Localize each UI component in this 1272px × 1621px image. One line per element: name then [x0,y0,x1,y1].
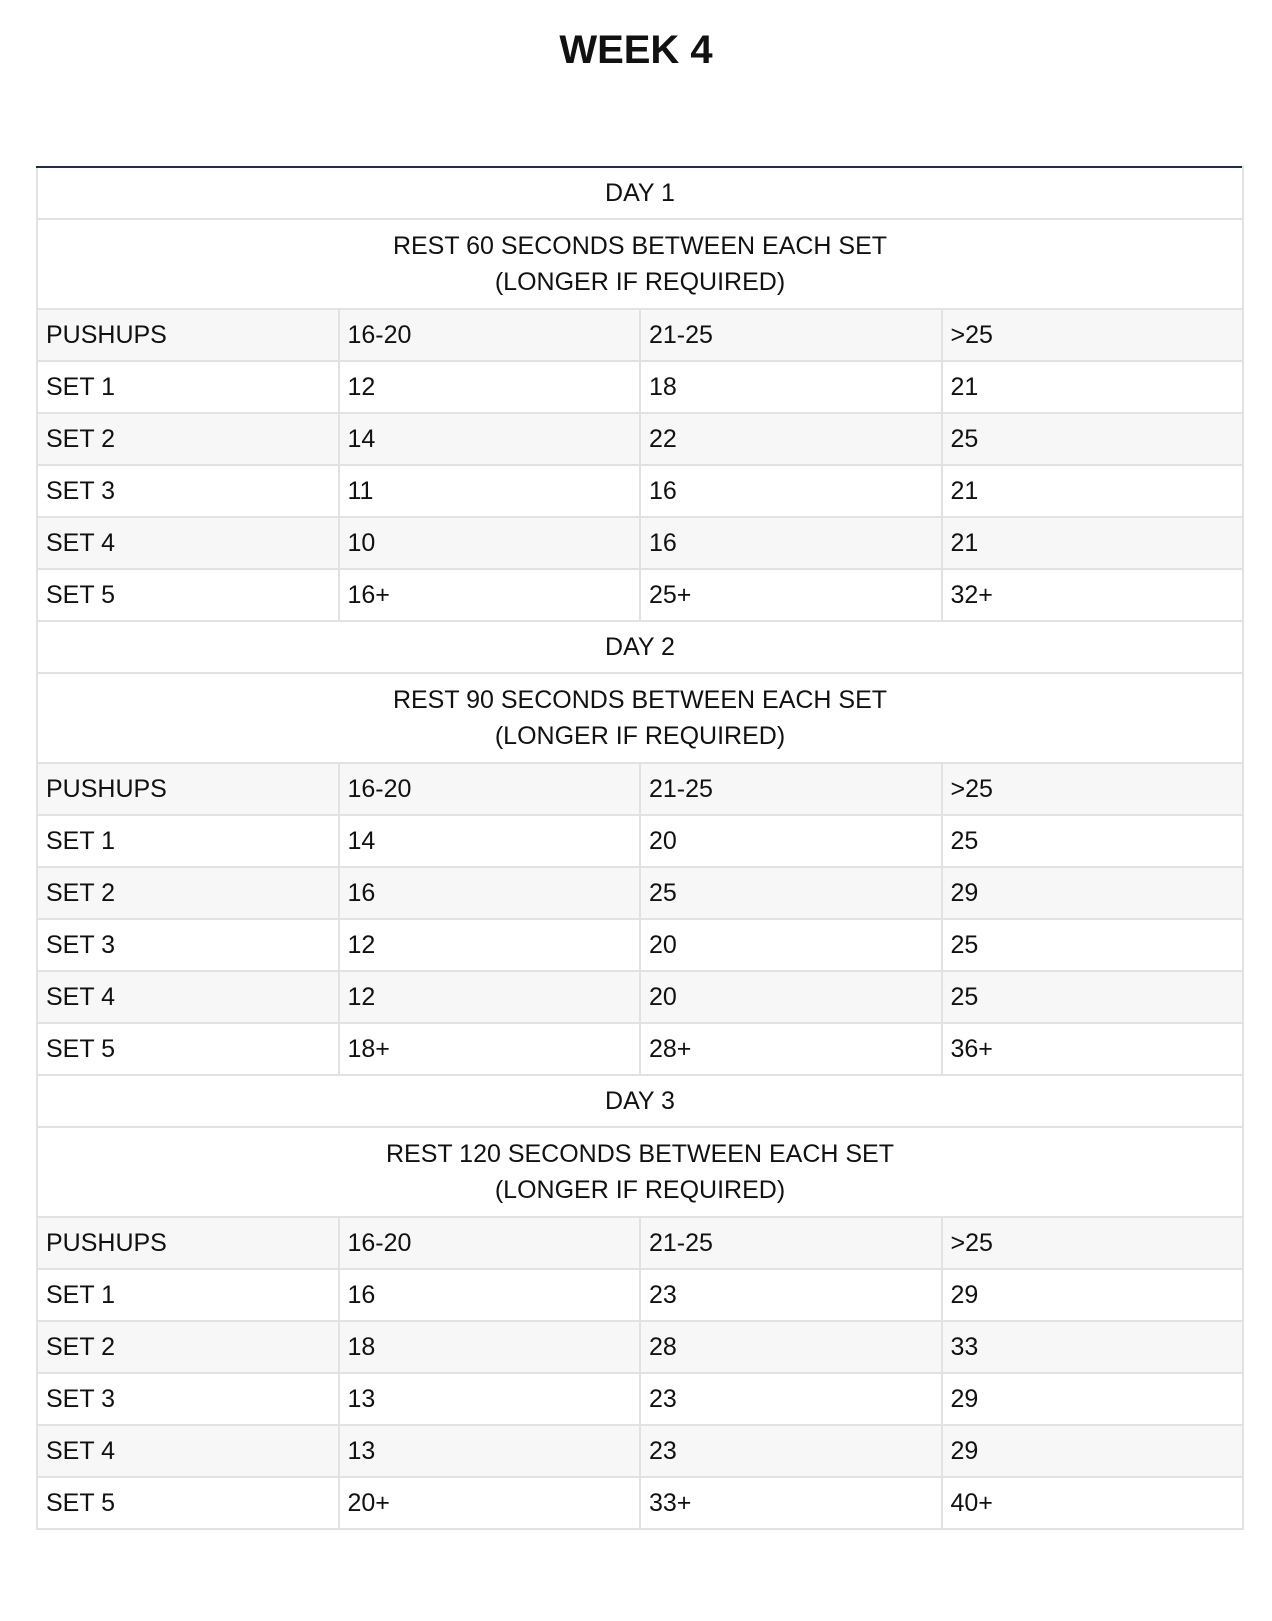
set-label: SET 5 [37,1023,339,1075]
reps-cell: 18 [339,1321,641,1373]
header-cell: 16-20 [339,1217,641,1269]
day-label: DAY 1 [37,167,1243,219]
set-label: SET 1 [37,815,339,867]
reps-cell: 20 [640,815,942,867]
reps-cell: 29 [942,867,1244,919]
reps-cell: 13 [339,1425,641,1477]
reps-cell: 22 [640,413,942,465]
set-row [37,1425,1243,1477]
set-label: SET 3 [37,1373,339,1425]
set-row [37,1269,1243,1321]
reps-cell: 18+ [339,1023,641,1075]
pushups-header-row [37,309,1243,361]
rest-instruction [37,219,1243,309]
header-cell: 16-20 [339,309,641,361]
reps-cell: 21 [942,517,1244,569]
reps-cell: 29 [942,1373,1244,1425]
rest-instruction-row [37,1127,1243,1217]
reps-cell: 14 [339,413,641,465]
rest-duration-text: REST 120 SECONDS BETWEEN EACH SET [386,1140,894,1168]
reps-cell: 25 [942,919,1244,971]
day-header-row [37,167,1243,219]
set-row [37,517,1243,569]
reps-cell: 25 [640,867,942,919]
header-cell: PUSHUPS [37,309,339,361]
set-row [37,867,1243,919]
reps-cell: 25 [942,413,1244,465]
set-row [37,971,1243,1023]
reps-cell: 28 [640,1321,942,1373]
header-cell: PUSHUPS [37,1217,339,1269]
header-cell: >25 [942,1217,1244,1269]
reps-cell: 23 [640,1269,942,1321]
pushups-header-row [37,763,1243,815]
reps-cell: 10 [339,517,641,569]
reps-cell: 25 [942,971,1244,1023]
reps-cell: 18 [640,361,942,413]
reps-cell: 20 [640,919,942,971]
set-row [37,361,1243,413]
set-row [37,919,1243,971]
reps-cell: 40+ [942,1477,1244,1529]
reps-cell: 16+ [339,569,641,621]
rest-duration-text: REST 90 SECONDS BETWEEN EACH SET [392,686,888,714]
day-label: DAY 3 [37,1075,1243,1127]
reps-cell: 16 [640,517,942,569]
set-label: SET 4 [37,517,339,569]
reps-cell: 36+ [942,1023,1244,1075]
reps-cell: 12 [339,971,641,1023]
reps-cell: 32+ [942,569,1244,621]
reps-cell: 28+ [640,1023,942,1075]
set-row [37,1373,1243,1425]
reps-cell: 12 [339,361,641,413]
set-row [37,1477,1243,1529]
set-label: SET 5 [37,1477,339,1529]
reps-cell: 33 [942,1321,1244,1373]
rest-note-text: (LONGER IF REQUIRED) [494,722,786,750]
set-label: SET 1 [37,1269,339,1321]
reps-cell: 23 [640,1373,942,1425]
header-cell: PUSHUPS [37,763,339,815]
header-cell: 21-25 [640,309,942,361]
pushups-header-row [37,1217,1243,1269]
reps-cell: 25+ [640,569,942,621]
reps-cell: 29 [942,1269,1244,1321]
set-label: SET 4 [37,1425,339,1477]
set-label: SET 2 [37,1321,339,1373]
rest-note-text: (LONGER IF REQUIRED) [494,1176,786,1204]
set-label: SET 4 [37,971,339,1023]
day-label: DAY 2 [37,621,1243,673]
set-label: SET 2 [37,413,339,465]
reps-cell: 14 [339,815,641,867]
reps-cell: 12 [339,919,641,971]
reps-cell: 20 [640,971,942,1023]
header-cell: 21-25 [640,1217,942,1269]
header-cell: 16-20 [339,763,641,815]
reps-cell: 29 [942,1425,1244,1477]
header-cell: 21-25 [640,763,942,815]
reps-cell: 23 [640,1425,942,1477]
rest-instruction [37,1127,1243,1217]
set-row [37,1023,1243,1075]
set-row [37,413,1243,465]
set-label: SET 1 [37,361,339,413]
set-label: SET 5 [37,569,339,621]
reps-cell: 20+ [339,1477,641,1529]
header-cell: >25 [942,309,1244,361]
day-header-row [37,621,1243,673]
page-title: WEEK 4 [559,28,713,72]
workout-schedule-table [36,166,1244,1530]
reps-cell: 16 [640,465,942,517]
set-label: SET 3 [37,465,339,517]
reps-cell: 16 [339,867,641,919]
set-row [37,815,1243,867]
rest-instruction-row [37,673,1243,763]
reps-cell: 16 [339,1269,641,1321]
set-label: SET 2 [37,867,339,919]
header-cell: >25 [942,763,1244,815]
set-row [37,465,1243,517]
rest-duration-text: REST 60 SECONDS BETWEEN EACH SET [392,232,888,260]
rest-instruction [37,673,1243,763]
reps-cell: 25 [942,815,1244,867]
set-row [37,569,1243,621]
reps-cell: 21 [942,465,1244,517]
reps-cell: 11 [339,465,641,517]
rest-note-text: (LONGER IF REQUIRED) [494,268,786,296]
rest-instruction-row [37,219,1243,309]
reps-cell: 21 [942,361,1244,413]
set-label: SET 3 [37,919,339,971]
reps-cell: 33+ [640,1477,942,1529]
set-row [37,1321,1243,1373]
day-header-row [37,1075,1243,1127]
reps-cell: 13 [339,1373,641,1425]
